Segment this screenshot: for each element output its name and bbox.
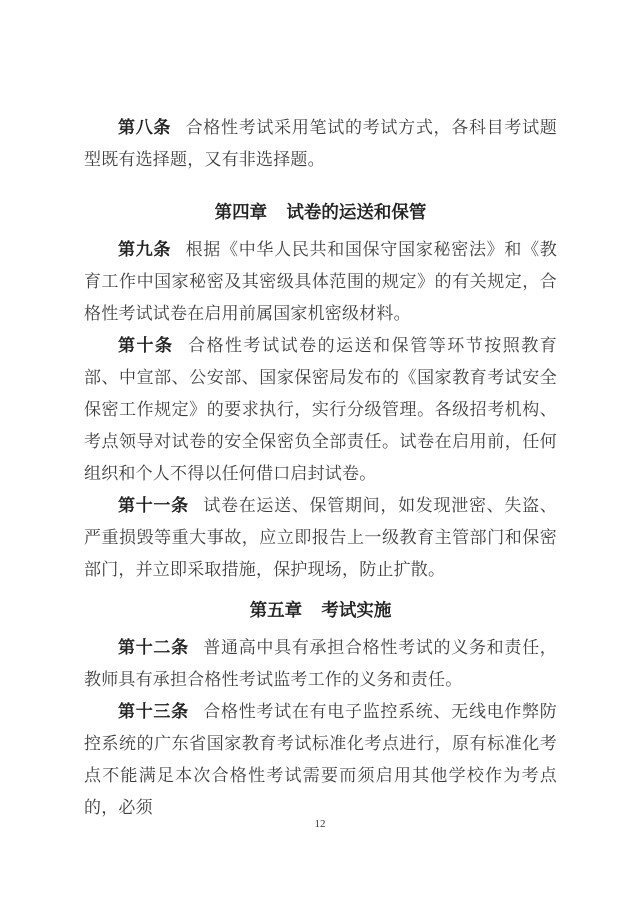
article-8-number: 第八条 bbox=[118, 118, 172, 137]
chapter-5-heading bbox=[84, 594, 557, 626]
article-11-number: 第十一条 bbox=[118, 496, 189, 515]
article-10 bbox=[84, 330, 557, 490]
article-9-number: 第九条 bbox=[118, 240, 172, 259]
article-12 bbox=[84, 632, 557, 696]
article-13-text: 合格性考试在有电子监控系统、无线电作弊防控系统的广东省国家教育考试标准化考点进行，原有标准化考点不能满足本次合格性考试需要而须启用其他学校作为考点的，必须 bbox=[84, 702, 557, 817]
article-8-text: 合格性考试采用笔试的考试方式，各科目考试题型既有选择题，又有非选择题。 bbox=[84, 118, 557, 169]
article-9 bbox=[84, 234, 557, 330]
chapter-5-label: 第五章 bbox=[249, 600, 303, 620]
chapter-4-title: 试卷的运送和保管 bbox=[286, 202, 427, 222]
page-number: 12 bbox=[314, 818, 326, 830]
article-11-text: 试卷在运送、保管期间，如发现泄密、失盗、严重损毁等重大事故，应立即报告上一级教育主管部门和保密部门，并立即采取措施，保护现场，防止扩散。 bbox=[84, 496, 557, 579]
chapter-4-label: 第四章 bbox=[214, 202, 268, 222]
article-8 bbox=[84, 112, 557, 176]
article-13-number: 第十三条 bbox=[118, 702, 189, 721]
article-13 bbox=[84, 696, 557, 824]
article-10-text: 合格性考试试卷的运送和保管等环节按照教育部、中宣部、公安部、国家保密局发布的《国家教育考试安全保密工作规定》的要求执行，实行分级管理。各级招考机构、考点领导对试卷的安全保密负全部责任。试卷在启用前，任何组织和个人不得以任何借口启封试卷。 bbox=[84, 336, 558, 483]
article-12-number: 第十二条 bbox=[118, 638, 189, 657]
article-11 bbox=[84, 490, 557, 586]
chapter-5-title: 考试实施 bbox=[321, 600, 392, 620]
article-10-number: 第十条 bbox=[118, 336, 174, 355]
article-12-text: 普通高中具有承担合格性考试的义务和责任，教师具有承担合格性考试监考工作的义务和责任。 bbox=[84, 638, 557, 689]
article-9-text: 根据《中华人民共和国保守国家秘密法》和《教育工作中国家秘密及其密级具体范围的规定》的有关规定，合格性考试试卷在启用前属国家机密级材料。 bbox=[84, 240, 557, 323]
chapter-4-heading bbox=[84, 196, 557, 228]
